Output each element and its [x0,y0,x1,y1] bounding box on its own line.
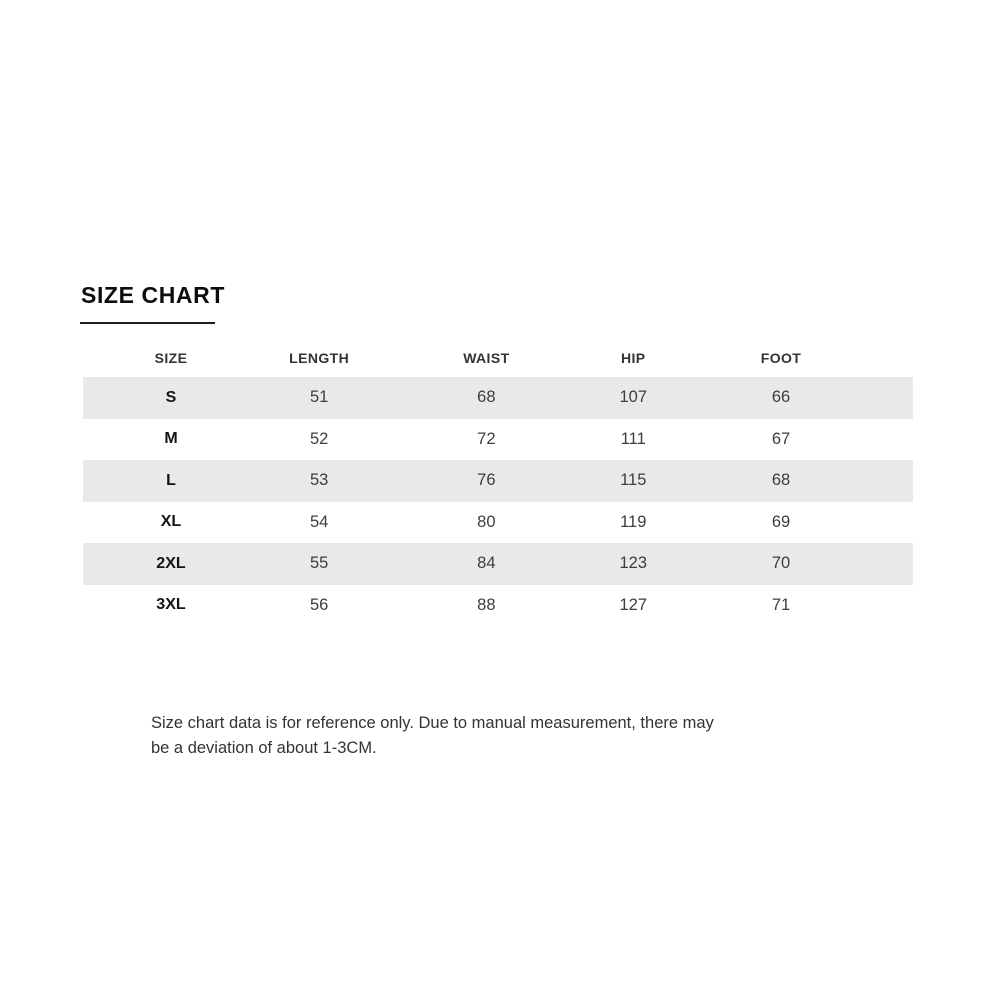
column-header: HIP [620,349,646,366]
table-row [83,585,913,627]
page-title: SIZE CHART [81,282,225,308]
value-cell: 88 [477,595,496,614]
value-cell: 53 [309,471,329,490]
value-cell: 72 [477,429,496,448]
table-row [83,460,913,502]
table-row [83,419,913,461]
disclaimer-note [151,711,714,761]
value-cell: 51 [309,388,329,407]
size-cell: L [166,471,176,489]
value-cell: 84 [477,554,496,573]
title-underline [80,322,215,324]
value-cell: 70 [771,554,791,573]
disclaimer-line-1: Size chart data is for reference only. Due to manual measurement, there may [151,714,714,732]
value-cell: 67 [771,429,791,448]
size-cell: XL [160,513,182,531]
value-cell: 56 [309,595,329,614]
value-cell: 115 [620,471,647,490]
table-row [83,543,913,585]
size-chart-table [83,338,913,626]
value-cell: 127 [619,595,648,614]
column-header: WAIST [463,349,510,366]
value-cell: 76 [477,471,496,490]
value-cell: 111 [620,429,646,448]
table-row [83,377,913,419]
table-body [83,377,913,626]
size-cell: M [164,430,178,448]
value-cell: 123 [619,554,648,573]
value-cell: 52 [309,429,329,448]
column-header: SIZE [154,349,188,366]
value-cell: 119 [620,512,647,531]
table-row [83,502,913,544]
size-cell: S [165,388,177,406]
value-cell: 54 [309,512,329,531]
value-cell: 69 [771,512,791,531]
value-cell: 68 [771,471,791,490]
column-header: FOOT [760,349,802,366]
disclaimer-line-2: be a deviation of about 1-3CM. [151,739,377,757]
value-cell: 107 [619,388,648,407]
value-cell: 71 [771,595,791,614]
size-cell: 2XL [156,554,186,572]
value-cell: 80 [477,512,496,531]
value-cell: 68 [477,388,496,407]
value-cell: 66 [771,388,791,407]
column-header: LENGTH [289,349,350,366]
size-cell: 3XL [156,596,186,614]
value-cell: 55 [309,554,329,573]
table-header-row [83,338,913,377]
